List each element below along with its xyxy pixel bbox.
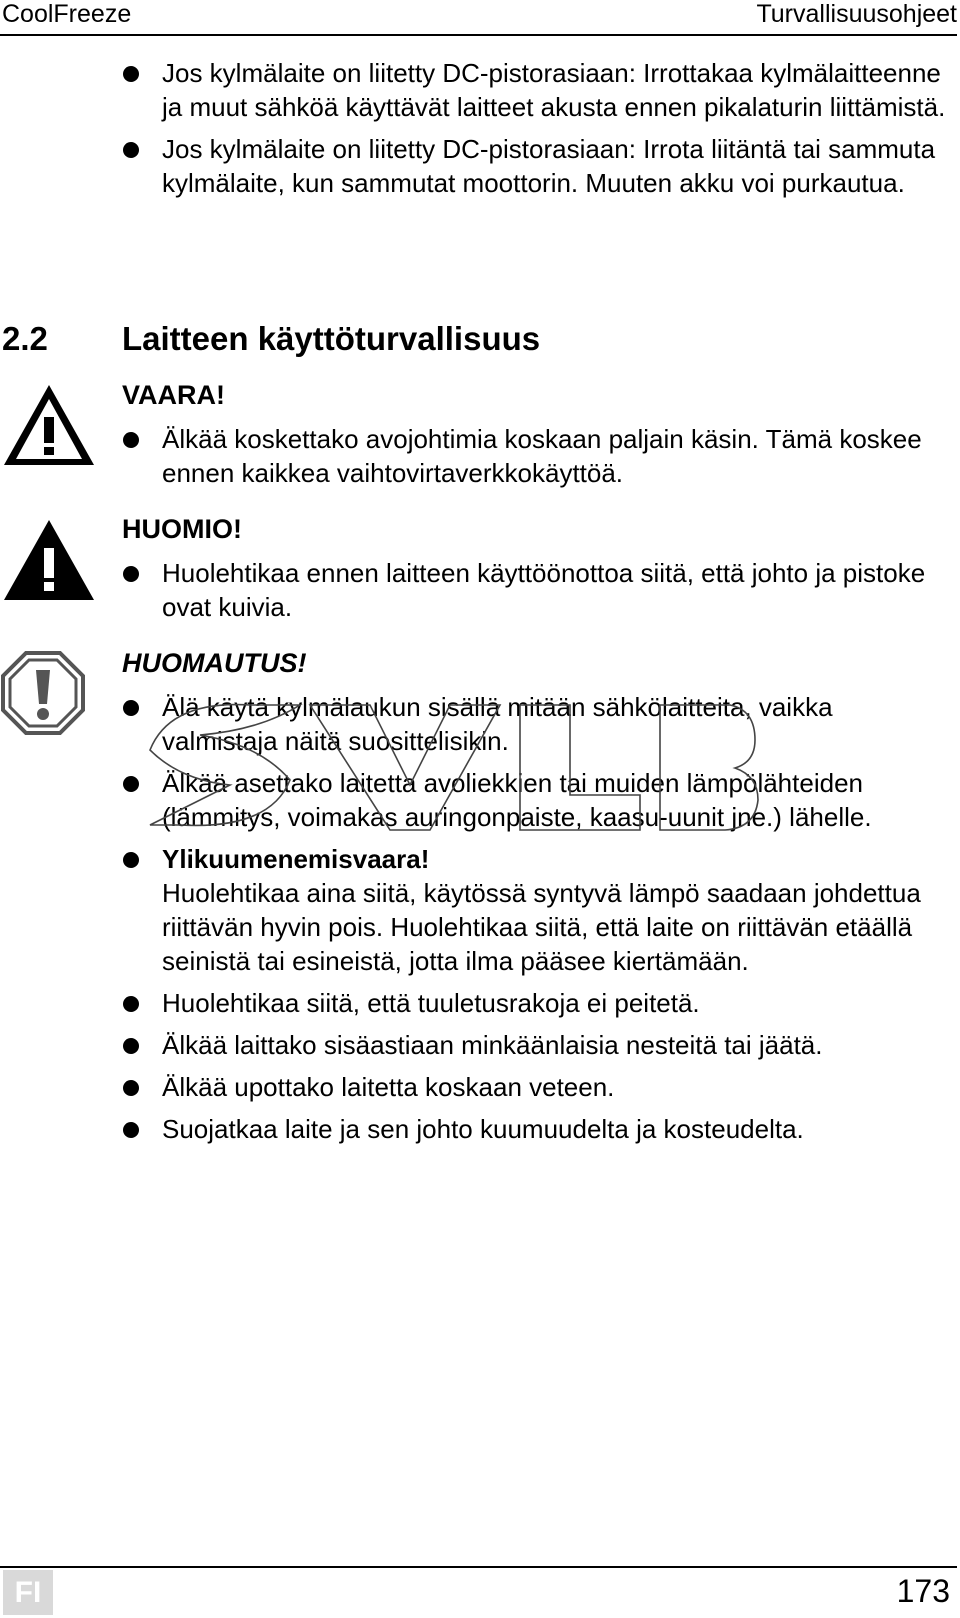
section-title: Laitteen käyttöturvallisuus <box>122 320 541 357</box>
bullet-icon <box>123 996 139 1012</box>
bullet-icon <box>123 1122 139 1138</box>
section-number: 2.2 <box>2 320 48 357</box>
bullet-icon <box>123 700 139 716</box>
list-item: Älkää asettako laitetta avoliekkien tai muiden lämpölähteiden (lämmitys, voimakas auringonpaiste, kaasu-uunit jne.) lähelle. <box>0 766 960 834</box>
list-item: Älkää upottako laitetta koskaan veteen. <box>0 1070 960 1104</box>
list-item: Älkää koskettako avojohtimia koskaan paljain käsin. Tämä koskee ennen kaikkea vaihtovirtaverkkokäyttöä. <box>0 422 960 490</box>
brand-name: CoolFreeze <box>2 0 132 28</box>
list-item: Älä käytä kylmälaukun sisällä mitään sähkölaitteita, vaikka valmistaja näitä suosittelisikin. <box>0 690 960 758</box>
list-item: Jos kylmälaite on liitetty DC-pistorasiaan: Irrottakaa kylmälaitteenne ja muut sähköä käyttävät laitteet akusta ennen pikalaturin liittämistä. <box>0 56 960 124</box>
list-item: Jos kylmälaite on liitetty DC-pistorasiaan: Irrota liitäntä tai sammuta kylmälaite, kun sammutat moottorin. Muuten akku voi purkautua. <box>0 132 960 200</box>
page-header <box>0 0 957 36</box>
caution-label: HUOMIO! <box>122 514 242 544</box>
bullet-icon <box>123 1080 139 1096</box>
overheat-title: Ylikuumenemisvaara! <box>162 844 430 874</box>
caution-list <box>0 556 960 632</box>
list-item: Suojatkaa laite ja sen johto kuumuudelta ja kosteudelta. <box>0 1112 960 1146</box>
footer-divider <box>0 1566 957 1568</box>
bullet-icon <box>123 142 139 158</box>
list-item <box>0 842 960 978</box>
list-item: Huolehtikaa siitä, että tuuletusrakoja ei peitetä. <box>0 986 960 1020</box>
bullet-icon <box>123 566 139 582</box>
notice-label: HUOMAUTUS! <box>122 648 307 678</box>
notice-list <box>0 690 960 1154</box>
bullet-icon <box>123 1038 139 1054</box>
bullet-icon <box>123 66 139 82</box>
danger-list <box>0 422 960 498</box>
list-item: Huolehtikaa ennen laitteen käyttöönottoa siitä, että johto ja pistoke ovat kuivia. <box>0 556 960 624</box>
bullet-icon <box>123 776 139 792</box>
overheat-text: Huolehtikaa aina siitä, käytössä syntyvä lämpö saadaan johdettua riittävän hyvin pois. Huolehtikaa siitä, että laite on riittävän etäällä seinistä tai esineistä, jotta ilma pääsee kiertämään. <box>162 878 921 976</box>
bullet-icon <box>123 852 139 868</box>
danger-label: VAARA! <box>122 380 225 410</box>
language-badge: FI <box>3 1570 53 1615</box>
intro-list <box>0 56 960 208</box>
list-item: Älkää laittako sisäastiaan minkäänlaisia nesteitä tai jäätä. <box>0 1028 960 1062</box>
section-name: Turvallisuusohjeet <box>756 0 957 28</box>
section-heading <box>2 320 540 358</box>
bullet-icon <box>123 432 139 448</box>
page-number: 173 <box>896 1573 950 1609</box>
